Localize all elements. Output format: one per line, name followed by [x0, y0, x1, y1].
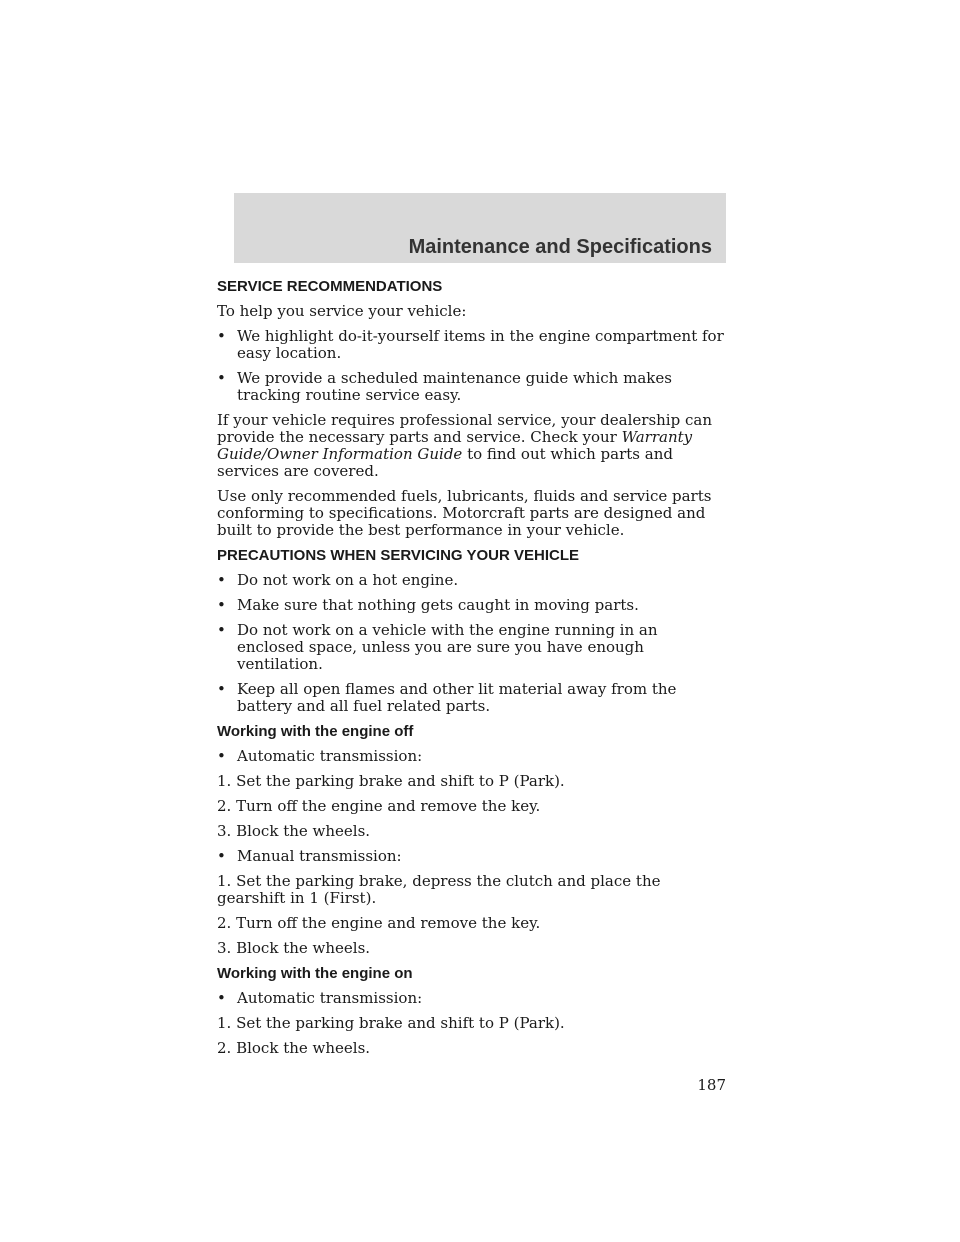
automatic-transmission-label: Automatic transmission:: [237, 989, 423, 1007]
list-item: [217, 681, 727, 715]
bullet-icon: •: [217, 327, 226, 345]
bullet-icon: •: [217, 847, 226, 865]
bullet-icon: •: [217, 369, 226, 387]
list-item-text: We highlight do-it-yourself items in the engine compartment for easy location.: [237, 327, 724, 362]
step-item: 2. Turn off the engine and remove the key.: [217, 914, 541, 932]
list-item: [217, 748, 727, 765]
page-number: 187: [697, 1076, 726, 1094]
bullet-icon: •: [217, 596, 226, 614]
page-content: [217, 278, 727, 1065]
list-item: [217, 622, 727, 673]
list-item: [217, 370, 727, 404]
heading-service-recommendations: SERVICE RECOMMENDATIONS: [217, 278, 443, 295]
bullet-icon: •: [217, 571, 226, 589]
list-item: [217, 572, 727, 589]
step-item: 1. Set the parking brake and shift to P (Park).: [217, 1014, 565, 1032]
step-item: 1. Set the parking brake and shift to P (Park).: [217, 772, 565, 790]
warranty-guide-title: Warranty Guide/Owner Information Guide: [217, 428, 693, 463]
list-item: [217, 328, 727, 362]
section-title: Maintenance and Specifications: [408, 236, 712, 258]
list-item-text: Keep all open flames and other lit material away from the battery and all fuel related parts.: [237, 680, 677, 715]
list-item: [217, 990, 727, 1007]
manual-transmission-label: Manual transmission:: [237, 847, 402, 865]
step-item: 3. Block the wheels.: [217, 939, 371, 957]
list-item-text: Do not work on a vehicle with the engine running in an enclosed space, unless you are sure you have enough ventilation.: [237, 621, 658, 673]
heading-engine-off: Working with the engine off: [217, 723, 414, 740]
section-header-band: [234, 193, 726, 263]
step-item: 1. Set the parking brake, depress the clutch and place the gearshift in 1 (First).: [217, 872, 661, 907]
bullet-icon: •: [217, 621, 226, 639]
service-intro: To help you service your vehicle:: [217, 302, 467, 320]
paragraph-text: If your vehicle requires professional service, your dealership can provide the necessary parts and service. Check your: [217, 411, 712, 446]
list-item-text: Do not work on a hot engine.: [237, 571, 459, 589]
professional-service-paragraph: [217, 412, 727, 480]
list-item-text: We provide a scheduled maintenance guide which makes tracking routine service easy.: [237, 369, 672, 404]
heading-engine-on: Working with the engine on: [217, 965, 413, 982]
list-item: [217, 597, 727, 614]
bullet-icon: •: [217, 680, 226, 698]
heading-precautions: PRECAUTIONS WHEN SERVICING YOUR VEHICLE: [217, 547, 579, 564]
automatic-transmission-label: Automatic transmission:: [237, 747, 423, 765]
list-item: [217, 848, 727, 865]
step-item: 3. Block the wheels.: [217, 822, 371, 840]
recommended-parts-paragraph: Use only recommended fuels, lubricants, fluids and service parts conforming to specifications. Motorcraft parts are designed and built to provide the best performance in your vehicle.: [217, 487, 712, 539]
bullet-icon: •: [217, 747, 226, 765]
list-item-text: Make sure that nothing gets caught in moving parts.: [237, 596, 639, 614]
paragraph-text: to find out which parts and services are covered.: [217, 445, 673, 480]
step-item: 2. Block the wheels.: [217, 1039, 371, 1057]
step-item: 2. Turn off the engine and remove the key.: [217, 797, 541, 815]
bullet-icon: •: [217, 989, 226, 1007]
